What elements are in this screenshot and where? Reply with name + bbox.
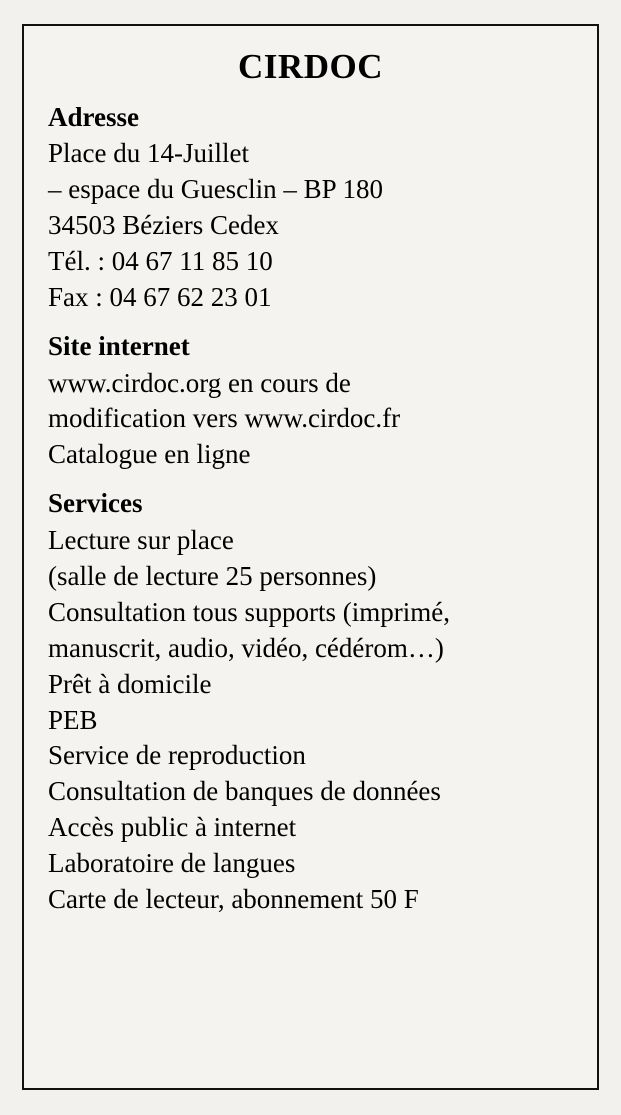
section-site-internet — [48, 330, 573, 473]
text-line: Catalogue en ligne — [48, 439, 251, 470]
text-line: Consultation tous supports (imprimé, — [48, 596, 450, 627]
text-line: Prêt à domicile — [48, 668, 212, 699]
info-card — [22, 24, 599, 1090]
text-line: PEB — [48, 704, 98, 735]
section-heading: Adresse — [48, 101, 139, 132]
text-line: manuscrit, audio, vidéo, cédérom…) — [48, 632, 444, 663]
text-line: Lecture sur place — [48, 525, 234, 555]
card-title: CIRDOC — [238, 47, 383, 86]
text-line: Tél. : 04 67 11 85 10 — [48, 245, 273, 276]
text-line: www.cirdoc.org en cours de — [48, 367, 351, 398]
text-line: Carte de lecteur, abonnement 50 F — [48, 884, 419, 915]
text-line: – espace du Guesclin – BP 180 — [48, 174, 383, 205]
text-line: Fax : 04 67 62 23 01 — [48, 281, 272, 312]
text-line: Consultation de banques de données — [48, 776, 441, 807]
section-heading: Services — [48, 488, 143, 519]
text-line: modification vers www.cirdoc.fr — [48, 403, 401, 434]
text-line: Place du 14-Juillet — [48, 138, 249, 169]
text-line: (salle de lecture 25 personnes) — [48, 560, 377, 591]
text-line: Laboratoire de langues — [48, 848, 296, 879]
section-services — [48, 487, 573, 918]
text-line: 34503 Béziers Cedex — [48, 210, 279, 241]
text-line: Service de reproduction — [48, 740, 306, 771]
section-heading: Site internet — [48, 330, 190, 361]
text-line: Accès public à internet — [48, 812, 297, 843]
section-adresse — [48, 101, 573, 316]
